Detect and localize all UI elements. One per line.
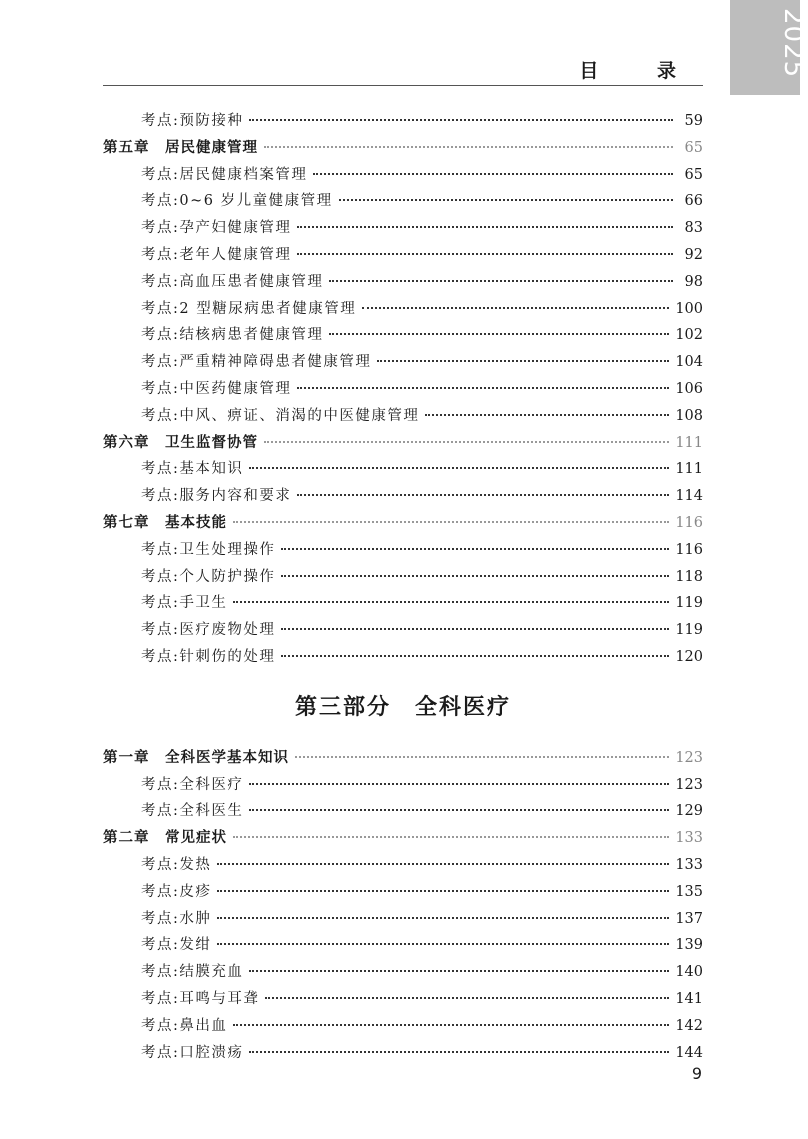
page-ref: 135 bbox=[675, 883, 703, 900]
toc-chapter-row[interactable] bbox=[103, 511, 703, 538]
page-ref: 120 bbox=[675, 648, 703, 665]
dot-leader bbox=[249, 119, 673, 121]
toc-entry-row[interactable] bbox=[103, 163, 703, 190]
entry-title: 考点:发绀 bbox=[141, 937, 212, 954]
toc-entry-row[interactable] bbox=[103, 799, 703, 826]
toc-entry-row[interactable] bbox=[103, 297, 703, 324]
toc-chapter-row[interactable] bbox=[103, 746, 703, 773]
toc-entry-row[interactable] bbox=[103, 1041, 703, 1068]
entry-title: 考点:中风、痹证、消渴的中医健康管理 bbox=[141, 407, 420, 424]
page-ref: 142 bbox=[675, 1017, 703, 1034]
part-title: 第三部分 全科医疗 bbox=[294, 693, 511, 720]
toc-entry-row[interactable] bbox=[103, 216, 703, 243]
dot-leader bbox=[313, 173, 673, 175]
chapter-title: 第五章 居民健康管理 bbox=[103, 139, 258, 156]
toc-section-part-two-continued bbox=[103, 109, 703, 672]
toc-chapter-row[interactable] bbox=[103, 826, 703, 853]
dot-leader bbox=[233, 1024, 669, 1026]
entry-title: 考点:口腔溃疡 bbox=[141, 1044, 244, 1061]
page-ref: 98 bbox=[684, 273, 703, 290]
entry-title: 考点:结膜充血 bbox=[141, 964, 244, 981]
page-ref: 141 bbox=[675, 990, 703, 1007]
dot-leader bbox=[297, 387, 669, 389]
toc-entry-row[interactable] bbox=[103, 538, 703, 565]
dot-leader bbox=[217, 917, 669, 919]
page-number: 9 bbox=[691, 1064, 702, 1083]
dot-leader bbox=[281, 575, 669, 577]
dot-leader bbox=[377, 360, 669, 362]
entry-title: 考点:针刺伤的处理 bbox=[141, 648, 276, 665]
dot-leader bbox=[233, 836, 669, 838]
entry-title: 考点:医疗废物处理 bbox=[141, 622, 276, 639]
chapter-title: 第七章 基本技能 bbox=[103, 514, 227, 531]
entry-title: 考点:耳鸣与耳聋 bbox=[141, 990, 260, 1007]
entry-title: 考点:高血压患者健康管理 bbox=[141, 273, 324, 290]
entry-title: 考点:全科医生 bbox=[141, 803, 244, 820]
page-ref: 59 bbox=[684, 113, 703, 129]
page-ref: 111 bbox=[675, 434, 703, 451]
page-ref: 65 bbox=[684, 139, 703, 156]
header-divider bbox=[103, 85, 703, 86]
page-ref: 111 bbox=[675, 461, 703, 478]
entry-title: 考点:0~6 岁儿童健康管理 bbox=[141, 193, 333, 210]
dot-leader bbox=[233, 601, 669, 603]
page-ref: 133 bbox=[675, 830, 703, 847]
dot-leader bbox=[281, 655, 669, 657]
year-tab bbox=[730, 0, 808, 95]
page-ref: 83 bbox=[684, 220, 703, 237]
entry-title: 考点:预防接种 bbox=[141, 113, 244, 129]
toc-entry-row[interactable] bbox=[103, 907, 703, 934]
toc-entry-row[interactable] bbox=[103, 243, 703, 270]
toc-entry-row[interactable] bbox=[103, 933, 703, 960]
page-ref: 116 bbox=[675, 514, 703, 531]
toc-entry-row[interactable] bbox=[103, 350, 703, 377]
entry-title: 考点:中医药健康管理 bbox=[141, 380, 292, 397]
page-header-title: 目 录 bbox=[579, 60, 702, 82]
entry-title: 考点:皮疹 bbox=[141, 883, 212, 900]
entry-title: 考点:基本知识 bbox=[141, 461, 244, 478]
dot-leader bbox=[264, 146, 673, 148]
toc-entry-row[interactable] bbox=[103, 109, 703, 136]
toc-entry-row[interactable] bbox=[103, 270, 703, 297]
dot-leader bbox=[329, 280, 673, 282]
toc-entry-row[interactable] bbox=[103, 484, 703, 511]
toc-entry-row[interactable] bbox=[103, 960, 703, 987]
entry-title: 考点:居民健康档案管理 bbox=[141, 166, 308, 183]
dot-leader bbox=[329, 333, 669, 335]
dot-leader bbox=[297, 494, 669, 496]
dot-leader bbox=[233, 521, 669, 523]
dot-leader bbox=[295, 756, 669, 758]
dot-leader bbox=[281, 548, 669, 550]
dot-leader bbox=[249, 467, 669, 469]
page-ref: 108 bbox=[675, 407, 703, 424]
dot-leader bbox=[217, 943, 669, 945]
entry-title: 考点:孕产妇健康管理 bbox=[141, 220, 292, 237]
dot-leader bbox=[217, 863, 669, 865]
toc-section-part-three bbox=[103, 746, 703, 1068]
chapter-title: 第二章 常见症状 bbox=[103, 830, 227, 847]
dot-leader bbox=[297, 226, 673, 228]
entry-title: 考点:2 型糖尿病患者健康管理 bbox=[141, 300, 357, 317]
entry-title: 考点:服务内容和要求 bbox=[141, 488, 292, 505]
toc-chapter-row[interactable] bbox=[103, 136, 703, 163]
page-ref: 137 bbox=[675, 910, 703, 927]
toc-entry-row[interactable] bbox=[103, 323, 703, 350]
entry-title: 考点:卫生处理操作 bbox=[141, 541, 276, 558]
page-ref: 133 bbox=[675, 856, 703, 873]
dot-leader bbox=[264, 441, 669, 443]
page-ref: 116 bbox=[675, 541, 703, 558]
page-ref: 100 bbox=[675, 300, 703, 317]
toc-entry-row[interactable] bbox=[103, 404, 703, 431]
dot-leader bbox=[339, 199, 673, 201]
dot-leader bbox=[249, 1051, 669, 1053]
page-ref: 144 bbox=[675, 1044, 703, 1061]
dot-leader bbox=[217, 890, 669, 892]
toc-entry-row[interactable] bbox=[103, 591, 703, 618]
page-ref: 114 bbox=[675, 488, 703, 505]
entry-title: 考点:发热 bbox=[141, 856, 212, 873]
toc-entry-row[interactable] bbox=[103, 565, 703, 592]
page-ref: 102 bbox=[675, 327, 703, 344]
dot-leader bbox=[297, 253, 673, 255]
entry-title: 考点:手卫生 bbox=[141, 595, 228, 612]
page-ref: 139 bbox=[675, 937, 703, 954]
toc-entry-row[interactable] bbox=[103, 773, 703, 800]
page-ref: 119 bbox=[675, 595, 703, 612]
toc-entry-row[interactable] bbox=[103, 618, 703, 645]
dot-leader bbox=[249, 809, 669, 811]
entry-title: 考点:全科医疗 bbox=[141, 776, 244, 793]
toc-entry-row[interactable] bbox=[103, 189, 703, 216]
page-ref: 106 bbox=[675, 380, 703, 397]
entry-title: 考点:水肿 bbox=[141, 910, 212, 927]
toc-entry-row[interactable] bbox=[103, 645, 703, 672]
dot-leader bbox=[425, 414, 669, 416]
page-ref: 66 bbox=[684, 193, 703, 210]
toc-chapter-row[interactable] bbox=[103, 431, 703, 458]
dot-leader bbox=[249, 783, 669, 785]
entry-title: 考点:鼻出血 bbox=[141, 1017, 228, 1034]
chapter-title: 第六章 卫生监督协管 bbox=[103, 434, 258, 451]
dot-leader bbox=[265, 997, 669, 999]
page-ref: 118 bbox=[675, 568, 703, 585]
dot-leader bbox=[362, 307, 669, 309]
toc-entry-row[interactable] bbox=[103, 457, 703, 484]
table-of-contents bbox=[103, 109, 703, 1067]
page-ref: 65 bbox=[684, 166, 703, 183]
page-ref: 123 bbox=[675, 749, 703, 766]
page-ref: 104 bbox=[675, 354, 703, 371]
page-ref: 119 bbox=[675, 622, 703, 639]
page-ref: 140 bbox=[675, 964, 703, 981]
toc-entry-row[interactable] bbox=[103, 853, 703, 880]
page-ref: 123 bbox=[675, 776, 703, 793]
dot-leader bbox=[249, 970, 669, 972]
entry-title: 考点:个人防护操作 bbox=[141, 568, 276, 585]
year-label: 2025 bbox=[778, 8, 808, 79]
entry-title: 考点:老年人健康管理 bbox=[141, 246, 292, 263]
page-ref: 129 bbox=[675, 803, 703, 820]
toc-entry-row[interactable] bbox=[103, 377, 703, 404]
dot-leader bbox=[281, 628, 669, 630]
page-ref: 92 bbox=[684, 246, 703, 263]
entry-title: 考点:结核病患者健康管理 bbox=[141, 327, 324, 344]
toc-entry-row[interactable] bbox=[103, 987, 703, 1014]
toc-entry-row[interactable] bbox=[103, 880, 703, 907]
entry-title: 考点:严重精神障碍患者健康管理 bbox=[141, 354, 372, 371]
toc-entry-row[interactable] bbox=[103, 1014, 703, 1041]
chapter-title: 第一章 全科医学基本知识 bbox=[103, 749, 289, 766]
